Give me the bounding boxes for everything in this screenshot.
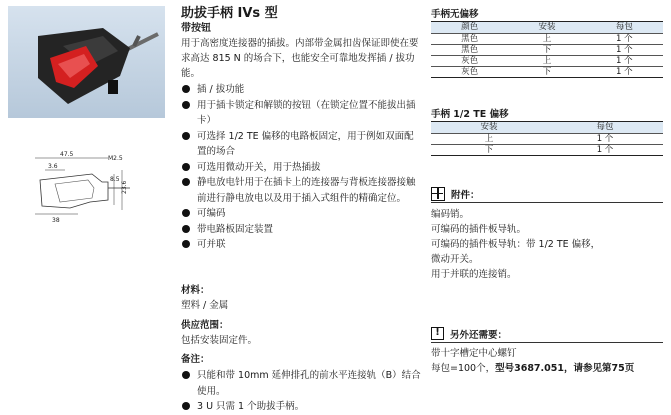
feature-item: 可并联 xyxy=(181,237,421,253)
table-cell: 上 xyxy=(431,134,547,145)
note-item: 3 U 只需 1 个助拔手柄。 xyxy=(181,399,421,415)
feature-item: 插 / 拔功能 xyxy=(181,82,421,98)
accessory-line: 可编码的插件板导轨：带 1/2 TE 偏移， xyxy=(431,239,601,250)
accessory-line: 用于并联的连接销。 xyxy=(431,269,517,280)
table-cell: 灰色 xyxy=(431,56,508,67)
pack-quantity: 每包=100个， xyxy=(431,363,496,374)
scope-heading: 供应范围： xyxy=(181,320,229,331)
feature-list xyxy=(181,82,421,253)
feature-item: 可编码 xyxy=(181,206,421,222)
product-photo xyxy=(8,6,165,118)
table-cell: 1 个 xyxy=(586,56,663,67)
table2 xyxy=(431,121,663,156)
dimension-drawing xyxy=(30,150,145,225)
table1-header: 颜色 xyxy=(431,22,508,34)
note-item: 只能和带 10mm 延伸排孔的前水平连接轨（B）结合使用。 xyxy=(181,368,421,399)
table-half-te-offset xyxy=(431,108,663,156)
table-row xyxy=(431,34,663,45)
feature-item: 可选择 1/2 TE 偏移的电路板固定，用于例如双面配置的场合 xyxy=(181,129,421,160)
dim-47-5: 47.5 xyxy=(60,151,74,158)
table1-header: 安装 xyxy=(508,22,585,34)
table-no-offset xyxy=(431,8,663,78)
model-reference: 型号3687.051，请参见第75页 xyxy=(495,363,635,374)
table1 xyxy=(431,21,663,78)
table-cell: 黑色 xyxy=(431,34,508,45)
accessories-list xyxy=(431,207,663,282)
also-required-line1: 带十字槽定中心螺钉 xyxy=(431,348,517,359)
table-cell: 上 xyxy=(508,34,585,45)
table-cell: 下 xyxy=(508,67,585,78)
table-row xyxy=(431,134,663,145)
table2-header: 每包 xyxy=(547,122,663,134)
accessories-header xyxy=(431,185,663,203)
dim-m2-5: M2.5 xyxy=(108,155,123,162)
scope-text: 包括安装固定件。 xyxy=(181,335,258,346)
table-cell: 1 个 xyxy=(586,34,663,45)
table-cell: 下 xyxy=(431,145,547,156)
product-title: 助拔手柄 IVs 型 xyxy=(181,6,278,21)
table-cell: 下 xyxy=(508,45,585,56)
notes-heading: 备注： xyxy=(181,354,210,365)
product-description xyxy=(181,6,421,253)
table-row xyxy=(431,56,663,67)
material-text: 塑料 / 金属 xyxy=(181,300,229,311)
accessories-heading: 附件： xyxy=(451,189,480,201)
table-cell: 灰色 xyxy=(431,67,508,78)
table-cell: 1 个 xyxy=(586,67,663,78)
table-cell: 黑色 xyxy=(431,45,508,56)
table-cell: 1 个 xyxy=(547,145,663,156)
table2-header: 安装 xyxy=(431,122,547,134)
table2-title: 手柄 1/2 TE 偏移 xyxy=(431,109,509,120)
feature-item: 用于插卡锁定和解锁的按钮（在锁定位置不能拔出插卡） xyxy=(181,98,421,129)
accessory-grid-icon xyxy=(431,187,445,201)
also-required-header xyxy=(431,325,663,343)
table-cell: 1 个 xyxy=(547,134,663,145)
notes-list xyxy=(181,368,421,415)
material-heading: 材料： xyxy=(181,285,210,296)
dim-38: 38 xyxy=(52,217,60,224)
exclamation-icon: ! xyxy=(431,327,444,340)
notes-section xyxy=(181,352,421,415)
also-required-section xyxy=(431,325,663,376)
table1-title: 手柄无偏移 xyxy=(431,9,479,20)
accessory-line: 微动开关。 xyxy=(431,254,479,265)
table1-header: 每包 xyxy=(586,22,663,34)
also-required-heading: 另外还需要： xyxy=(450,329,508,341)
table-cell: 上 xyxy=(508,56,585,67)
feature-item: 可选用微动开关，用于热插拔 xyxy=(181,160,421,176)
scope-section xyxy=(181,318,421,348)
product-subtitle: 带按钮 xyxy=(181,23,211,34)
material-section xyxy=(181,283,421,313)
accessory-line: 编码销。 xyxy=(431,209,470,220)
table-cell: 1 个 xyxy=(586,45,663,56)
table-row xyxy=(431,45,663,56)
accessory-line: 可编码的插件板导轨。 xyxy=(431,224,527,235)
dim-3-6: 3.6 xyxy=(48,163,58,170)
dim-8-5: 8.5 xyxy=(110,176,120,183)
accessories-section xyxy=(431,185,663,282)
feature-item: 静电放电针用于在插卡上的连接器与背板连接器接触前进行静电放电以及用于插入式组件的精确定位。 xyxy=(181,175,421,206)
feature-item: 带电路板固定装置 xyxy=(181,222,421,238)
table-row xyxy=(431,145,663,156)
product-intro: 用于高密度连接器的插拔。内部带金属扣齿保证即使在要求高达 815 N 的场合下，也能安全可靠地发挥插 / 拔功能。 xyxy=(181,38,419,79)
table-row xyxy=(431,67,663,78)
also-required-line2 xyxy=(431,361,663,376)
dim-23-6: 23.6 xyxy=(121,180,128,194)
